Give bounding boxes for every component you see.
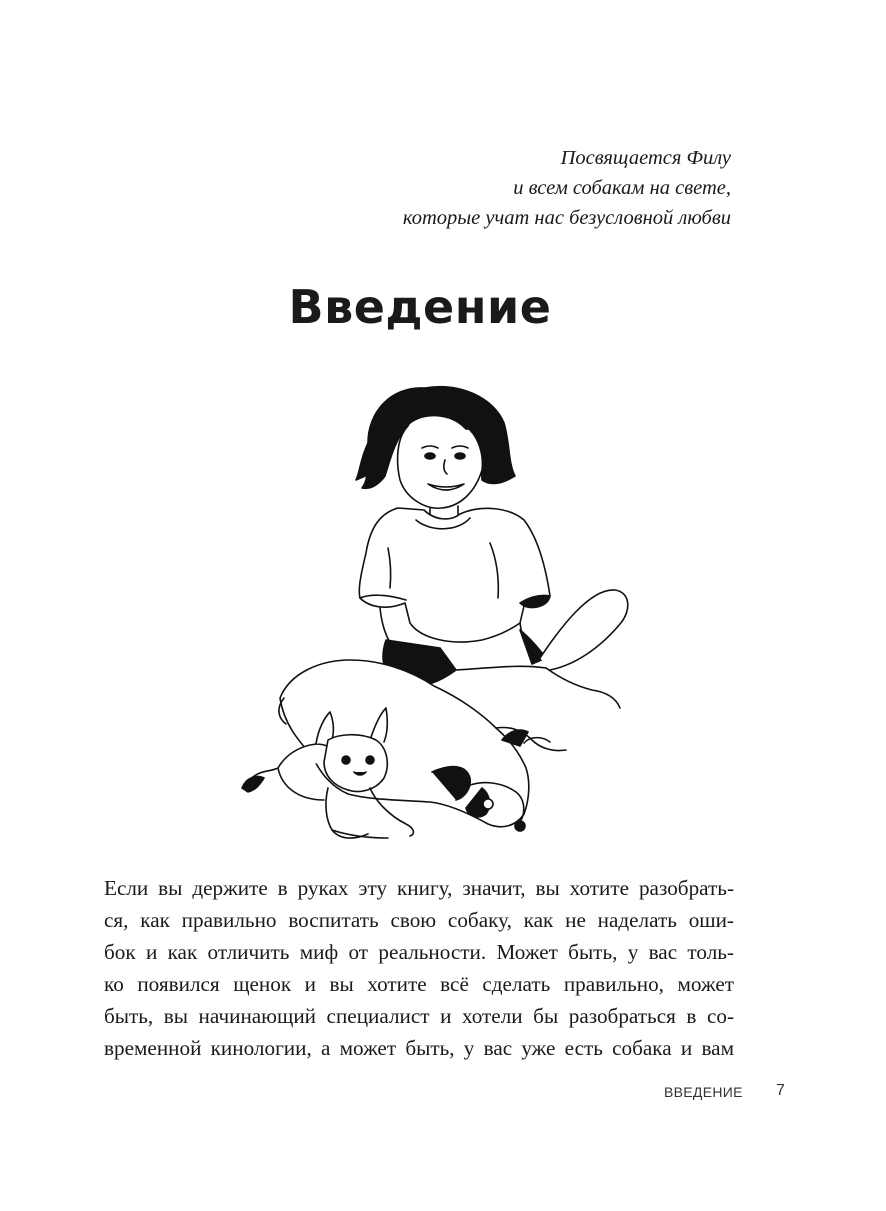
- body-text-line: ся, как правильно воспитать свою собаку, как не наделать оши-: [104, 908, 734, 932]
- dedication-line: которые учат нас безусловной любви: [402, 207, 731, 229]
- body-text-line: Если вы держите в руках эту книгу, значит, вы хотите разобрать-: [104, 876, 734, 900]
- body-text: [104, 872, 734, 1064]
- chapter-title: Введение: [288, 280, 552, 334]
- body-text-line: быть, вы начинающий специалист и хотели бы разобраться в со-: [104, 1004, 734, 1028]
- woman-with-dogs-illustration: [220, 368, 640, 848]
- body-text-line: бок и как отличить миф от реальности. Может быть, у вас толь-: [104, 940, 734, 964]
- dedication-line: и всем собакам на свете,: [513, 177, 731, 199]
- body-text-line: временной кинологии, а может быть, у вас уже есть собака и вам: [104, 1036, 734, 1060]
- running-footer-section: ВВЕДЕНИЕ: [664, 1084, 743, 1100]
- dedication-line: Посвящается Филу: [560, 147, 731, 169]
- dedication: [271, 143, 731, 233]
- page-number: 7: [776, 1082, 785, 1099]
- body-text-line: ко появился щенок и вы хотите всё сделать правильно, может: [104, 972, 734, 996]
